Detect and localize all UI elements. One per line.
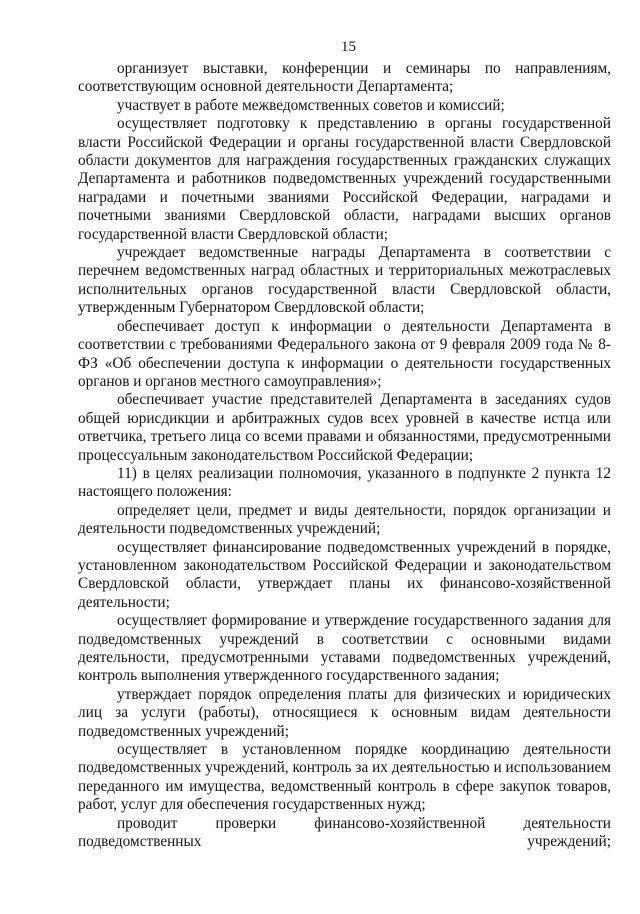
page-number: 15 <box>341 39 356 55</box>
paragraph-fees: утверждает порядок определения платы для физических и юридических лиц за услуги (работы), относящиеся к основным видам деятельности подведомственных учреждений; <box>78 685 611 740</box>
paragraph-financing: осуществляет финансирование подведомственных учреждений в порядке, установленном законодательством Российской Федерации и законодательством Свердловской области, утверждает планы их финансово-хозяйственной деятельности; <box>78 538 611 611</box>
paragraph-exhibitions: организует выставки, конференции и семинары по направлениям, соответствующим основной деятельности Департамента; <box>78 60 611 96</box>
paragraph-inspections: проводит проверки финансово-хозяйственной деятельности подведомственных учреждений; <box>78 814 611 851</box>
paragraph-state-assignment: осуществляет формирование и утверждение государственного задания для подведомственных учреждений в соответствии с основными видами деятельности, предусмотренными уставами подведомственных учреждений, контроль выполнения утвержденного государственного задания; <box>78 612 611 685</box>
paragraph-coordination: осуществляет в установленном порядке координацию деятельности подведомственных учреждений, контроль за их деятельностью и использованием переданного им имущества, ведомственный контроль в сфере закупок товаров, работ, услуг для обеспечения государственных нужд; <box>78 741 611 814</box>
document-page <box>78 38 611 898</box>
paragraph-goals: определяет цели, предмет и виды деятельности, порядок организации и деятельности подведомственных учреждений; <box>78 501 611 538</box>
paragraph-court-participation: обеспечивает участие представителей Департамента в заседаниях судов общей юрисдикции и арбитражных судов всех уровней в качестве истца или ответчика, третьего лица со всеми правами и обязанностями, предусмотренными процессуальным законодательством Российской Федерации; <box>78 391 611 464</box>
paragraph-councils: участвует в работе межведомственных советов и комиссий; <box>117 96 505 114</box>
paragraph-item-11: 11) в целях реализации полномочия, указанного в подпункте 2 пункта 12 настоящего положения: <box>78 464 611 501</box>
paragraph-departmental-awards: учреждает ведомственные награды Департамента в соответствии с перечнем ведомственных наград областных и территориальных межотраслевых исполнительных органов государственной власти Свердловской области, утвержденным Губернатором Свердловской области; <box>78 244 611 317</box>
paragraph-information-access: обеспечивает доступ к информации о деятельности Департамента в соответствии с требованиями Федерального закона от 9 февраля 2009 года № 8-ФЗ «Об обеспечении доступа к информации о деятельности государственных органов и органов местного самоуправления»; <box>78 317 611 390</box>
paragraph-awards-preparation: осуществляет подготовку к представлению в органы государственной власти Российской Федерации и органы государственной власти Свердловской области документов для награждения государственных гражданских служащих Департамента и работников подведомственных учреждений государственными наградами и почетными званиями Российской Федерации, наградами и почетными званиями Свердловской области, наградами высших органов государственной власти Свердловской области; <box>78 115 611 243</box>
